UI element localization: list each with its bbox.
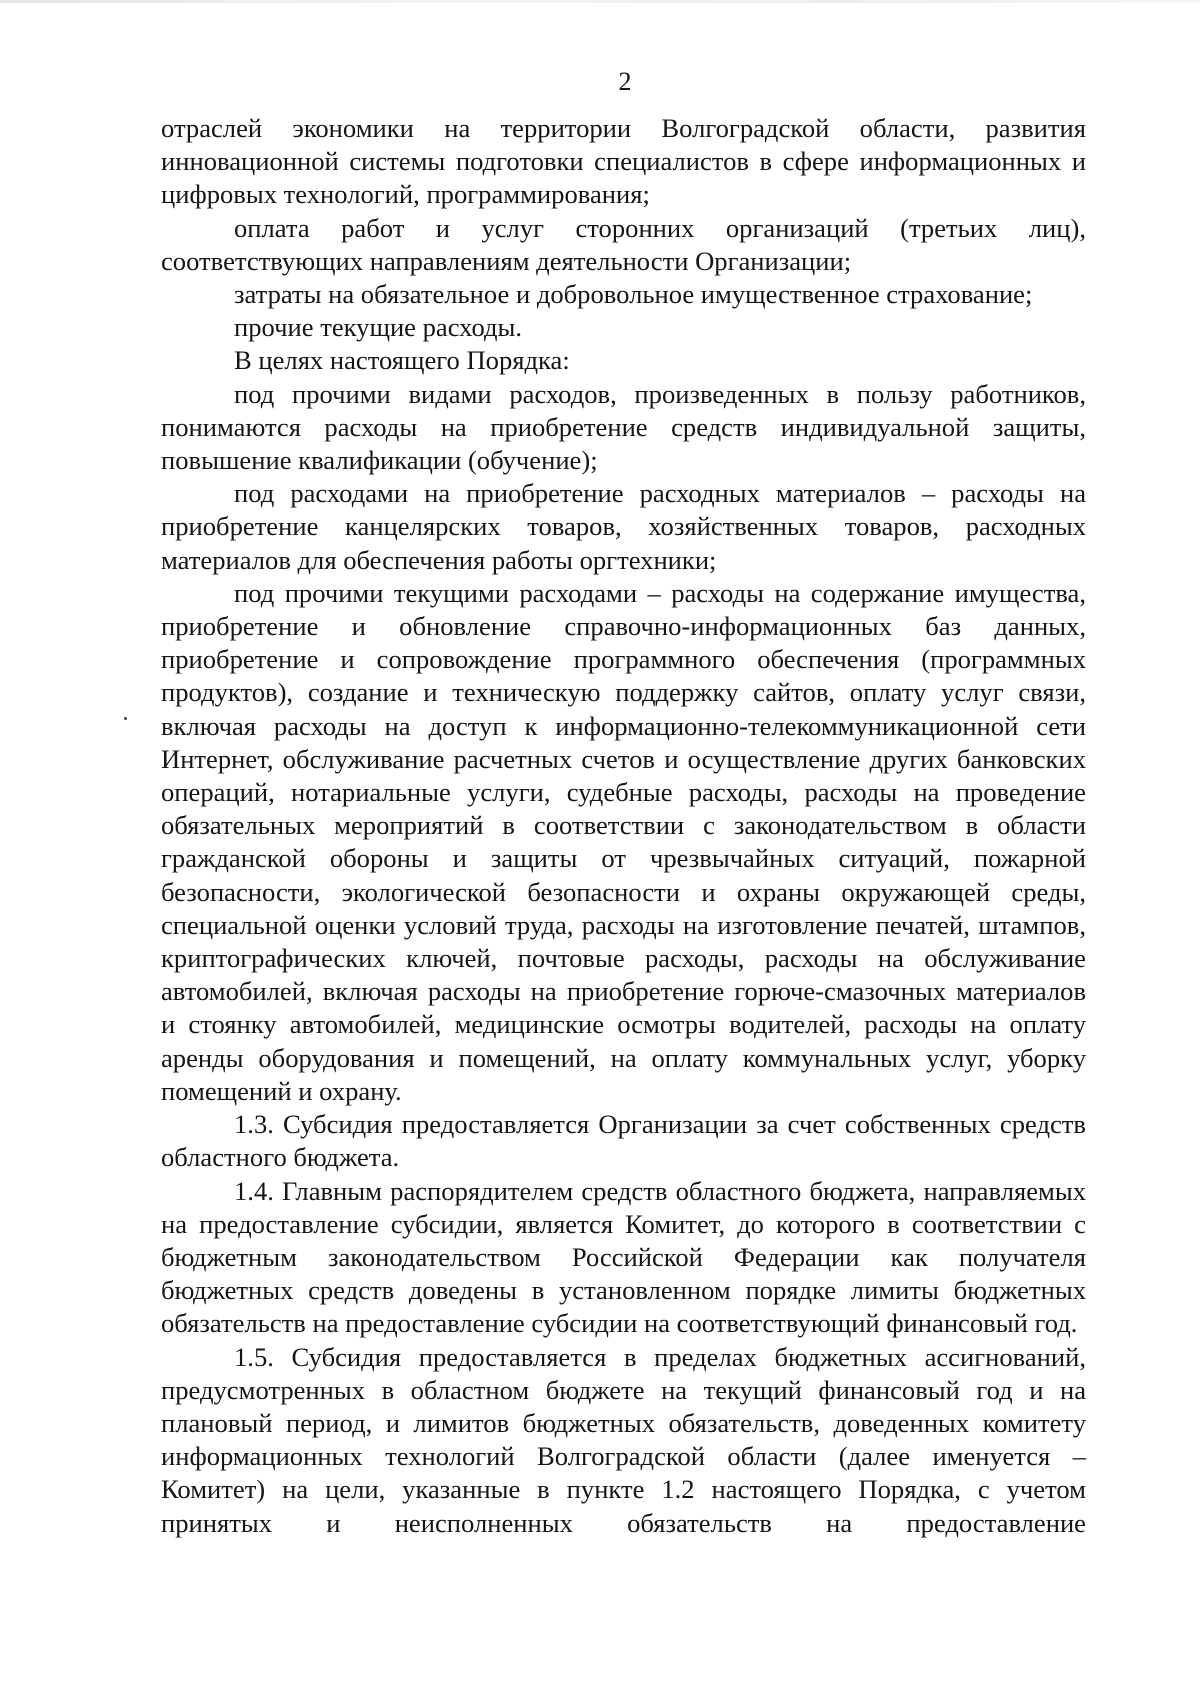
paragraph-1-5: 1.5. Субсидия предоставляется в пределах бюджетных ассигнований, предусмотренных в областном бюджете на текущий финансовый год и на плановый период, и лимитов бюджетных обязательств, доведенных комитету информационных технологий Волгоградской области (далее именуется – Комитет) на цели, указанные в пункте 1.2 настоящего Порядка, с учетом принятых и неисполненных обязательств на предоставление xyxy=(161,1341,1086,1538)
paragraph-insurance: затраты на обязательное и добровольное имущественное страхование; xyxy=(234,279,1033,310)
paragraph-consumables: под расходами на приобретение расходных материалов – расходы на приобретение канцелярских товаров, хозяйственных товаров, расходных материалов для обеспечения работы оргтехники; xyxy=(161,478,1086,575)
paragraph-1-3: 1.3. Субсидия предоставляется Организации за счет собственных средств областного бюджета. xyxy=(161,1109,1086,1173)
paragraph-continuation: отраслей экономики на территории Волгоградской области, развития инновационной системы подготовки специалистов в сфере информационных и цифровых технологий, программирования; xyxy=(161,113,1086,210)
paragraph-1-4: 1.4. Главным распорядителем средств областного бюджета, направляемых на предоставление субсидии, является Комитет, до которого в соответствии с бюджетным законодательством Российской Федерации как получателя бюджетных средств доведены в установленном порядке лимиты бюджетных обязательств на предоставление субсидии на соответствующий финансовый год. xyxy=(161,1175,1086,1339)
page-number: 2 xyxy=(618,67,632,96)
paragraph-employee-expenses: под прочими видами расходов, произведенных в пользу работников, понимаются расходы на приобретение средств индивидуальной защиты, повышение квалификации (обучение); xyxy=(161,378,1086,476)
scan-speck xyxy=(124,717,127,720)
body-text xyxy=(161,112,1086,1540)
paragraph-definitions-intro: В целях настоящего Порядка: xyxy=(234,345,570,376)
paragraph-other-current-definition: под прочими текущими расходами – расходы на содержание имущества, приобретение и обновление справочно-информационных баз данных, приобретение и сопровождение программного обеспечения (программных продуктов), создание и техническую поддержку сайтов, оплату услуг связи, включая расходы на доступ к информационно-телекоммуникационной сети Интернет, обслуживание расчетных счетов и осуществление других банковских операций, нотариальные услуги, судебные расходы, расходы на проведение обязательных мероприятий в соответствии с законодательством в области гражданской обороны и защиты от чрезвычайных ситуаций, пожарной безопасности, экологической безопасности и охраны окружающей среды, специальной оценки условий труда, расходы на изготовление печатей, штампов, криптографических ключей, почтовые расходы, расходы на обслуживание автомобилей, включая расходы на приобретение горюче-смазочных материалов и стоянку автомобилей, медицинские осмотры водителей, расходы на оплату аренды оборудования и помещений, на оплату коммунальных услуг, уборку помещений и охрану. xyxy=(161,577,1086,1106)
paragraph-third-party-services: оплата работ и услуг сторонних организаций (третьих лиц), соответствующих направлениям деятельности Организации; xyxy=(161,212,1086,276)
paragraph-other-current-expenses: прочие текущие расходы. xyxy=(234,312,523,343)
